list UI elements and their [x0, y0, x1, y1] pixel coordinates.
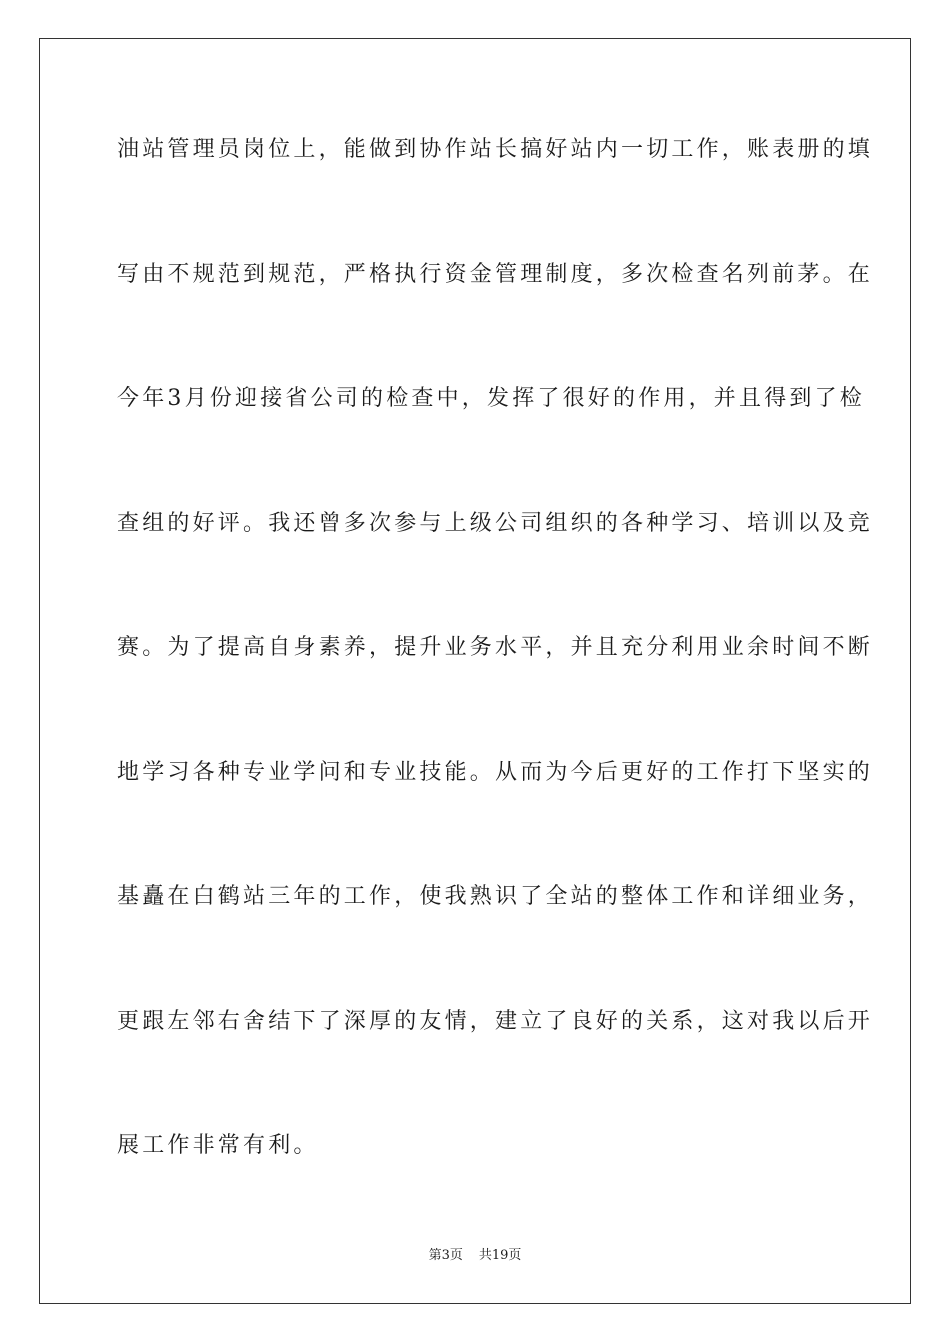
text-line: 查组的好评。我还曾多次参与上级公司组织的各种学习、培训以及竞	[117, 511, 874, 536]
text-line: 展工作非常有利。	[117, 1133, 319, 1158]
text-line: 写由不规范到规范，严格执行资金管理制度，多次检查名列前茅。在	[117, 262, 874, 287]
text-line: 更跟左邻右舍结下了深厚的友情，建立了良好的关系，这对我以后开	[117, 1009, 874, 1034]
page-footer	[0, 1248, 950, 1264]
text-line: 油站管理员岗位上，能做到协作站长搞好站内一切工作，账表册的填	[117, 137, 874, 162]
page-border	[39, 38, 911, 1304]
text-line: 今年3月份迎接省公司的检查中，发挥了很好的作用，并且得到了检	[117, 386, 865, 411]
page-total: 共19页	[478, 1248, 522, 1263]
text-line: 赛。为了提高自身素养，提升业务水平，并且充分利用业余时间不断	[117, 635, 874, 660]
text-line: 基矗在白鹤站三年的工作，使我熟识了全站的整体工作和详细业务，	[117, 884, 874, 909]
page-number: 第3页	[428, 1248, 463, 1263]
text-line: 地学习各种专业学问和专业技能。从而为今后更好的工作打下坚实的	[117, 760, 874, 785]
